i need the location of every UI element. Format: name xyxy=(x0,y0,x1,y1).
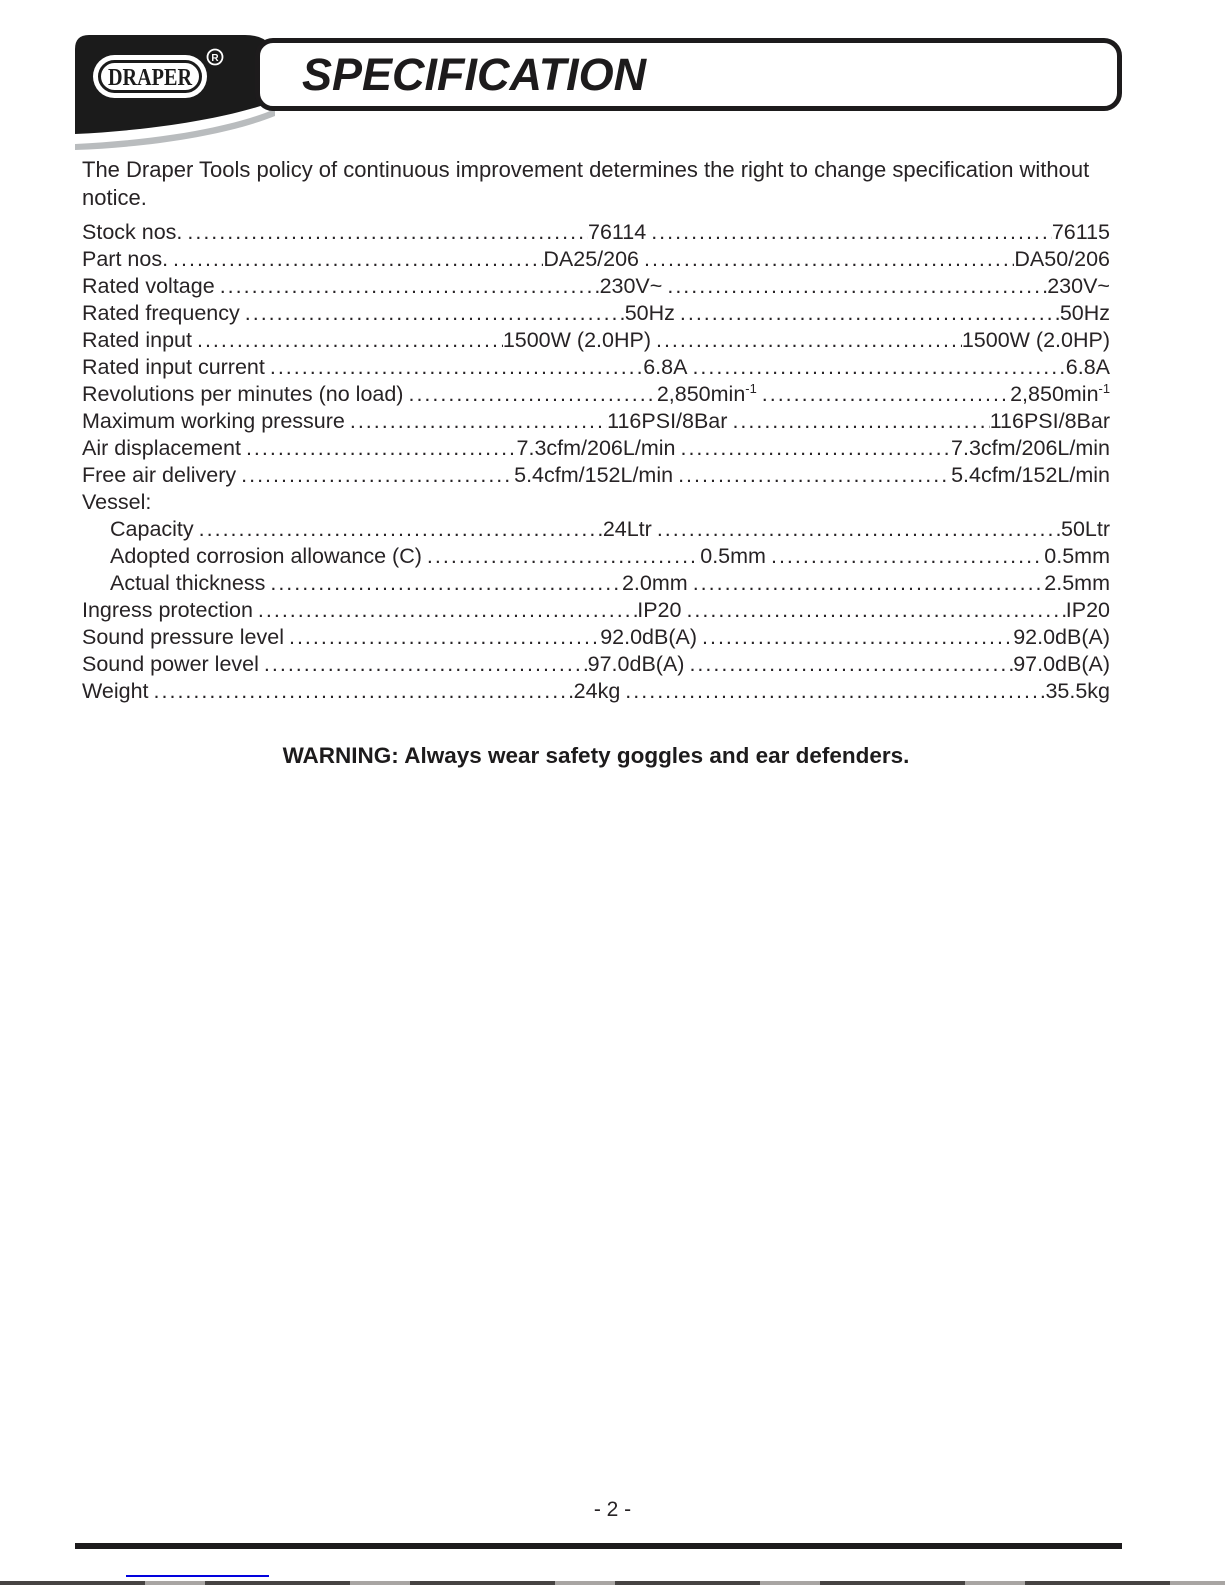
spec-value-col1 xyxy=(600,624,697,651)
spec-label: Actual thickness xyxy=(110,571,266,595)
spec-value-superscript: -1 xyxy=(745,380,757,396)
spec-value-text: 24Ltr xyxy=(602,517,652,541)
spec-row xyxy=(82,408,1110,435)
spec-value-col2 xyxy=(1013,624,1110,651)
leader-dots xyxy=(168,246,543,273)
spec-label: Free air delivery xyxy=(82,463,237,487)
spec-value-col2 xyxy=(951,435,1110,462)
spec-value-text: 0.5mm xyxy=(1044,544,1111,568)
spec-value-col1 xyxy=(607,408,727,435)
leader-dots xyxy=(236,462,514,489)
page-number: - 2 - xyxy=(593,1498,632,1521)
scan-edge-artifact xyxy=(0,1581,1225,1585)
leader-dots xyxy=(192,327,503,354)
spec-label: Rated input current xyxy=(82,355,265,379)
spec-section-heading xyxy=(82,489,1110,516)
spec-value-text: 6.8A xyxy=(643,355,688,379)
spec-value-text: 76115 xyxy=(1051,220,1111,244)
spec-value-text: DA50/206 xyxy=(1014,247,1111,271)
warning-text: WARNING: Always wear safety goggles and ear defenders. xyxy=(282,743,910,768)
leader-dots xyxy=(684,651,1013,678)
spec-value-col2 xyxy=(1052,219,1110,246)
leader-dots xyxy=(215,273,600,300)
spec-label: Ingress protection xyxy=(82,598,253,622)
leader-dots xyxy=(651,327,962,354)
spec-value-col2 xyxy=(1061,516,1110,543)
brand-wordmark: DRAPER xyxy=(108,65,193,91)
section-title-box xyxy=(255,38,1122,111)
spec-value-col1 xyxy=(543,246,639,273)
content-area xyxy=(82,156,1110,792)
draper-logo xyxy=(75,35,275,150)
spec-value-col1 xyxy=(600,273,663,300)
spec-row xyxy=(82,381,1110,408)
leader-dots xyxy=(182,219,588,246)
spec-value-text: 50Ltr xyxy=(1060,517,1110,541)
spec-value-text: 50Hz xyxy=(624,301,675,325)
spec-value-text: 1500W (2.0HP) xyxy=(502,328,651,352)
page-title: SPECIFICATION xyxy=(302,48,647,100)
spec-value-col1 xyxy=(657,381,757,408)
leader-dots xyxy=(253,597,637,624)
leader-dots xyxy=(620,678,1045,705)
leader-dots xyxy=(345,408,607,435)
policy-statement: The Draper Tools policy of continuous improvement determines the right to change specification without notice. xyxy=(82,157,1090,210)
spec-row xyxy=(82,678,1110,705)
spec-value-col2 xyxy=(1014,246,1110,273)
spec-row xyxy=(82,516,1110,543)
spec-row xyxy=(82,354,1110,381)
leader-dots xyxy=(240,300,625,327)
spec-row xyxy=(82,435,1110,462)
spec-value-col1 xyxy=(503,327,651,354)
spec-value-text: 97.0dB(A) xyxy=(1013,652,1110,676)
spec-value-text: 230V~ xyxy=(599,274,663,298)
spec-list xyxy=(82,219,1110,705)
spec-value-text: 2.0mm xyxy=(621,571,688,595)
leader-dots xyxy=(639,246,1014,273)
spec-row xyxy=(82,246,1110,273)
spec-value-col1 xyxy=(514,462,673,489)
spec-value-text: IP20 xyxy=(637,598,682,622)
spec-value-text: 92.0dB(A) xyxy=(1013,625,1111,649)
spec-value-text: 35.5kg xyxy=(1045,679,1110,703)
leader-dots xyxy=(727,408,989,435)
spec-row xyxy=(82,651,1110,678)
leader-dots xyxy=(265,354,643,381)
leader-dots xyxy=(241,435,517,462)
spec-value-text: 5.4cfm/152L/min xyxy=(951,463,1111,487)
leader-dots xyxy=(403,381,656,408)
spec-label: Vessel: xyxy=(82,490,152,514)
registered-mark: R xyxy=(211,53,219,64)
spec-label: Maximum working pressure xyxy=(82,409,345,433)
spec-value-col2 xyxy=(1013,651,1110,678)
leader-dots xyxy=(284,624,600,651)
spec-value-col1 xyxy=(637,597,681,624)
spec-value-col2 xyxy=(1066,354,1110,381)
spec-value-col2 xyxy=(990,408,1110,435)
spec-value-col2 xyxy=(1045,678,1110,705)
spec-value-text: 24kg xyxy=(573,679,621,703)
spec-value-col2 xyxy=(1066,597,1110,624)
spec-value-col1 xyxy=(700,543,766,570)
spec-value-text: 2,850min xyxy=(656,382,746,406)
spec-label: Sound power level xyxy=(82,652,259,676)
spec-value-text: 2.5mm xyxy=(1044,571,1111,595)
leader-dots xyxy=(646,219,1052,246)
spec-label: Air displacement xyxy=(82,436,241,460)
spec-value-text: 7.3cfm/206L/min xyxy=(951,436,1110,460)
spec-value-text: 5.4cfm/152L/min xyxy=(514,463,674,487)
spec-value-col1 xyxy=(517,435,676,462)
spec-row xyxy=(82,219,1110,246)
spec-value-text: 1500W (2.0HP) xyxy=(961,328,1110,352)
spec-row xyxy=(82,300,1110,327)
spec-value-text: 0.5mm xyxy=(700,544,766,568)
spec-row xyxy=(82,597,1110,624)
spec-label: Revolutions per minutes (no load) xyxy=(82,382,404,406)
spec-value-text: 230V~ xyxy=(1047,274,1110,298)
spec-value-col2 xyxy=(1060,300,1110,327)
spec-value-col1 xyxy=(643,354,687,381)
spec-label: Rated voltage xyxy=(82,274,215,298)
footer-rule xyxy=(75,1543,1122,1549)
spec-row xyxy=(82,543,1110,570)
leader-dots xyxy=(675,435,951,462)
leader-dots xyxy=(681,597,1065,624)
spec-value-col2 xyxy=(962,327,1110,354)
leader-dots xyxy=(662,273,1047,300)
leader-dots xyxy=(259,651,588,678)
leader-dots xyxy=(757,381,1010,408)
spec-value-col2 xyxy=(1044,570,1110,597)
leader-dots xyxy=(688,570,1045,597)
spec-row xyxy=(82,570,1110,597)
spec-label: Adopted corrosion allowance (C) xyxy=(110,544,422,568)
leader-dots xyxy=(673,462,951,489)
spec-value-text: DA25/206 xyxy=(543,247,640,271)
spec-value-col2 xyxy=(1010,381,1110,408)
spec-row xyxy=(82,273,1110,300)
spec-value-text: 116PSI/8Bar xyxy=(607,409,728,433)
spec-value-col1 xyxy=(603,516,652,543)
spec-value-text: 76114 xyxy=(588,220,647,244)
leader-dots xyxy=(697,624,1013,651)
leader-dots xyxy=(149,678,574,705)
spec-value-col1 xyxy=(622,570,688,597)
spec-value-col2 xyxy=(1044,543,1110,570)
spec-value-col2 xyxy=(951,462,1110,489)
leader-dots xyxy=(422,543,700,570)
spec-label: Part nos. xyxy=(82,247,169,271)
spec-value-text: 2,850min xyxy=(1010,382,1099,406)
leader-dots xyxy=(652,516,1061,543)
spec-value-col1 xyxy=(588,651,685,678)
spec-value-col1 xyxy=(588,219,646,246)
spec-value-text: 92.0dB(A) xyxy=(600,625,697,649)
spec-label: Sound pressure level xyxy=(82,625,284,649)
spec-label: Stock nos. xyxy=(82,220,183,244)
leader-dots xyxy=(687,354,1065,381)
spec-value-superscript: -1 xyxy=(1098,380,1111,396)
spec-label: Weight xyxy=(82,679,149,703)
leader-dots xyxy=(675,300,1060,327)
spec-value-col1 xyxy=(574,678,621,705)
leader-dots xyxy=(265,570,622,597)
spec-value-text: 6.8A xyxy=(1065,355,1111,379)
spec-value-col1 xyxy=(625,300,675,327)
spec-value-text: 50Hz xyxy=(1059,301,1111,325)
leader-dots xyxy=(766,543,1044,570)
spec-row xyxy=(82,462,1110,489)
spec-value-text: 97.0dB(A) xyxy=(587,652,685,676)
hyperlink-underline[interactable] xyxy=(126,1575,269,1577)
spec-label: Capacity xyxy=(110,517,194,541)
leader-dots xyxy=(194,516,603,543)
spec-value-text: 116PSI/8Bar xyxy=(989,409,1111,433)
spec-row xyxy=(82,327,1110,354)
spec-value-col2 xyxy=(1047,273,1110,300)
spec-label: Rated frequency xyxy=(82,301,240,325)
spec-value-text: 7.3cfm/206L/min xyxy=(516,436,676,460)
spec-value-text: IP20 xyxy=(1065,598,1110,622)
spec-row xyxy=(82,624,1110,651)
spec-label: Rated input xyxy=(82,328,192,352)
